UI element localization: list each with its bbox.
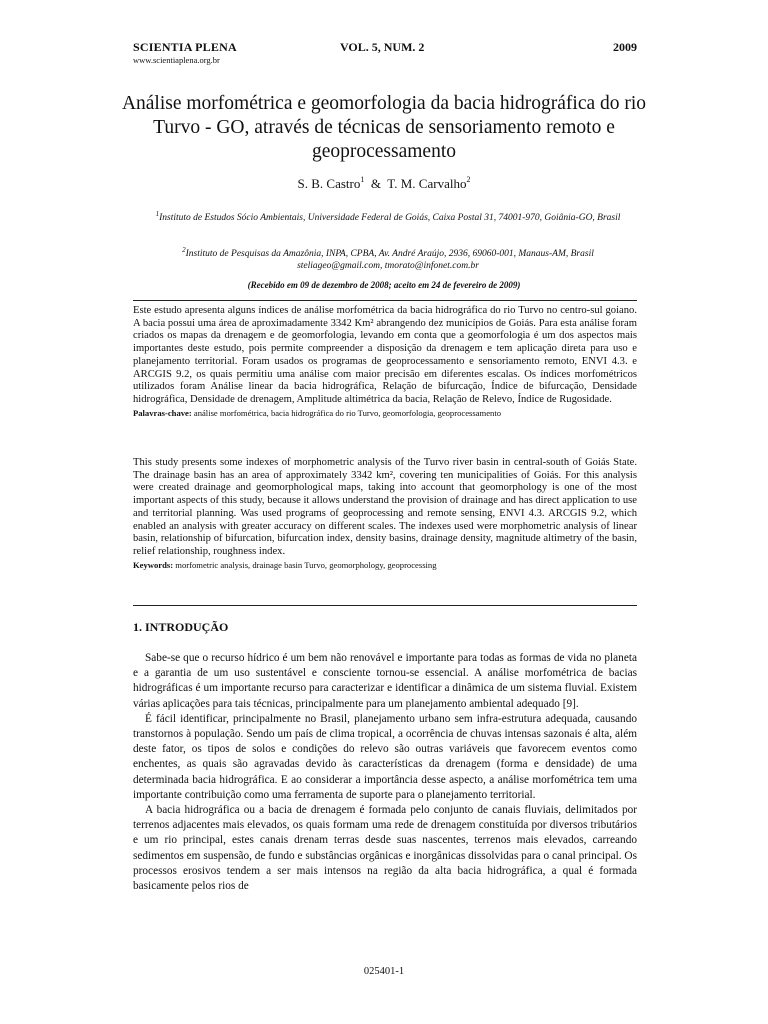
affiliation: [136, 208, 640, 224]
author-separator: &: [370, 176, 381, 191]
keywords-line: [133, 560, 637, 571]
publication-year: 2009: [613, 40, 637, 54]
keywords-label: Keywords:: [133, 559, 174, 570]
author-emails[interactable]: steliageo@gmail.com, tmorato@infonet.com.br: [297, 261, 479, 271]
affiliation-text: Instituto de Estudos Sócio Ambientais, Universidade Federal de Goiás, Caixa Postal 31, 74001-970, Goiânia-GO, Brasil: [159, 213, 621, 223]
journal-name: SCIENTIA PLENA: [133, 40, 237, 54]
volume-number: VOL. 5, NUM. 2: [340, 40, 425, 54]
affiliation: [136, 244, 640, 272]
divider: [133, 300, 637, 301]
author-affil-marker: 1: [360, 175, 365, 184]
section-heading: 1. INTRODUÇÃO: [133, 620, 229, 634]
body-paragraph: É fácil identificar, principalmente no Brasil, planejamento urbano sem infra-estrutura adequada, causando transtornos à população. Sendo um país de clima tropical, a ocorrência de chuvas intensas sazonais é alta, além deste fator, os tipos de solos e condições do relevo são outras variáveis que favorecem eventos como enchentes, as quais são agravadas devido às características da drenagem (forma e densidade) de uma determinada bacia hidrográfica. E ao considerar a importância desse aspecto, a análise morfométrica tem uma importante contribuição como uma ferramenta de suporte para o planejamento territorial.: [133, 712, 637, 801]
author-name: S. B. Castro: [297, 176, 361, 191]
received-dates: (Recebido em 09 de dezembro de 2008; aceito em 24 de fevereiro de 2009): [247, 280, 521, 290]
abstract-text: Este estudo apresenta alguns índices de análise morfométrica da bacia hidrográfica do rio Turvo no centro-sul goiano. A bacia possui uma área de aproximadamente 3342 Km² abrangendo dez municípios de Goiás. Para esta análise foram criados os mapas da drenagem e de geomorfologia, levando em conta que a geomorfologia é um dos aspectos mais importantes deste estudo, pois permite compreender a disposição da drenagem e tem aplicação direta para uso e planejamento territorial. Foram usados os programas de geoprocessamento e sensoriamento remoto, ENVI 4.3. e ARCGIS 9.2, os quais permitiu uma análise com maior precisão em diferentes escalas. Os índices morfométricos utilizados foram Análise linear da bacia hidrográfica, Relação de bifurcação, Índice de bifurcação, Densidade hidrográfica, Densidade de drenagem, Amplitude altimétrica da bacia, Relação de Relevo, Índice de Rugosidade.: [133, 305, 637, 405]
affiliation-number: 1: [155, 210, 160, 218]
article-title: Análise morfométrica e geomorfologia da bacia hidrográfica do rio Turvo - GO, através de técnicas de sensoriamento remoto e geoprocessamento: [121, 93, 647, 162]
divider: [133, 605, 637, 606]
author-line: [0, 175, 768, 192]
body-paragraph: Sabe-se que o recurso hídrico é um bem não renovável e importante para todas as formas de vida no planeta e a garantia de um uso sustentável e consciente tornou-se essencial. A análise morfométrica de bacias hidrográficas é um importante recurso para caracterizar e identificar a dinâmica de um sistema fluvial. Existem várias aplicações para tais técnicas, principalmente para um planejamento ambiental adequado [9].: [133, 652, 637, 710]
keywords-text: morfometric analysis, drainage basin Turvo, geomorphology, geoprocessing: [175, 559, 437, 570]
keywords-text: análise morfométrica, bacia hidrográfica do rio Turvo, geomorfologia, geoprocessamento: [193, 407, 502, 418]
running-header: [133, 40, 637, 74]
section-body: [133, 651, 637, 894]
abstract-text: This study presents some indexes of morphometric analysis of the Turvo river basin in central-south of Goiás State. The drainage basin has an area of approximately 3342 km², covering ten municipalities of Goiás. For this analysis were created drainage and geomorphological maps, taking into account that geomorphology is one of the most important aspects of this study, because it allows understand the provision of drainage and has direct application to use and territorial planning. Was used programs of geoprocessing and remote sensing, ENVI 4.3. ARCGIS 9.2, which enabled an analysis with greater accuracy on different scales. The indexes used were morphometric analysis of linear basin, relationship of bifurcation, bifurcation index, density basins, drainage density, magnitude altimetry of the basin, relief relationship, roughness index.: [133, 457, 637, 557]
affiliation-number: 2: [182, 246, 186, 254]
page-number: 025401-1: [363, 966, 405, 977]
journal-url[interactable]: www.scientiaplena.org.br: [133, 55, 220, 65]
abstract-english: [133, 457, 637, 571]
keywords-line: [133, 408, 637, 419]
keywords-label: Palavras-chave:: [133, 407, 192, 418]
author-name: T. M. Carvalho: [387, 176, 467, 191]
body-paragraph: A bacia hidrográfica ou a bacia de drenagem é formada pelo conjunto de canais fluviais, delimitados por terrenos adjacentes mais elevados, os quais formam uma rede de drenagem constituída por diversos tributários e um rio principal, estes canais drenam terras desde suas nascentes, terrenos mais elevados, carreando sedimentos em suspensão, de fundo e substâncias orgânicas e inorgânicas dissolvidas para o canal principal. Os processos erosivos tendem a ser mais intensos na região da alta bacia hidrográfica, a qual é formada basicamente pelos rios de: [133, 804, 637, 893]
abstract-portuguese: [133, 305, 637, 419]
author-affil-marker: 2: [466, 175, 471, 184]
affiliation-text: Instituto de Pesquisas da Amazônia, INPA, CPBA, Av. André Araújo, 2936, 69060-001, Manaus-AM, Brasil: [185, 249, 594, 259]
